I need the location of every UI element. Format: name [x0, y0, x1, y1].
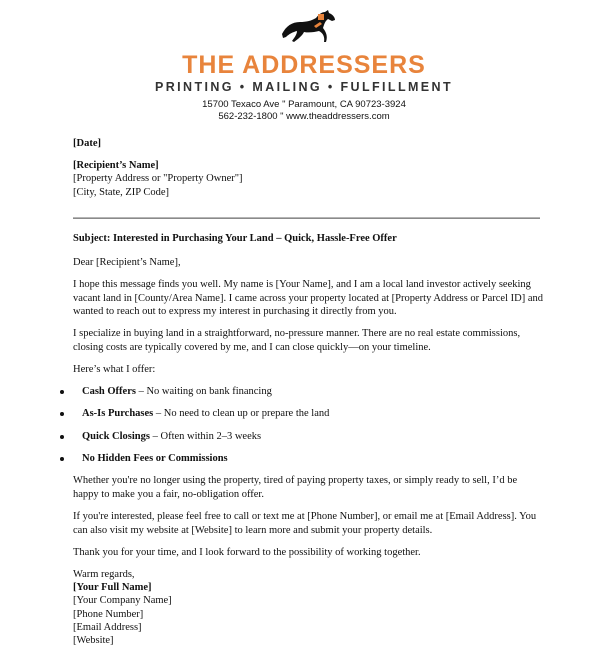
paragraph-intro: [73, 278, 543, 319]
bullet-icon: [60, 457, 64, 461]
divider: [73, 217, 540, 219]
recipient-name: [Recipient’s Name]: [73, 160, 159, 172]
paragraph-thanks-text: Thank you for your time, and I look forward to the possibility of working together.: [73, 547, 421, 558]
brand-name: THE ADDRESSERS: [182, 51, 426, 79]
signature-website: [Website]: [73, 635, 114, 647]
brand-tagline: PRINTING • MAILING • FULFILLMENT: [154, 80, 454, 94]
offer-title: Quick Closings: [82, 431, 150, 442]
greeting-text: Dear [Recipient’s Name],: [73, 257, 181, 268]
offer-intro: [73, 363, 543, 377]
paragraph-thanks: [73, 546, 543, 560]
paragraph-whether-text: Whether you're no longer using the property, tired of paying property taxes, or simply ready to sell, I’d be happy to make you a fair, no-obligation offer.: [73, 475, 518, 500]
horse-logo-icon: [278, 8, 338, 46]
offer-desc: – No need to clean up or prepare the land: [153, 408, 330, 419]
recipient-block: [73, 137, 543, 199]
company-contact: 562-232-1800 ʺ www.theaddressers.com: [218, 111, 390, 122]
signature-email: [Email Address]: [73, 621, 142, 633]
offer-title: As-Is Purchases: [82, 408, 154, 419]
signature-phone: [Phone Number]: [73, 608, 144, 620]
bullet-icon: [60, 390, 64, 394]
bullet-icon: [60, 412, 64, 416]
company-address: 15700 Texaco Ave ʺ Paramount, CA 90723-3924: [202, 99, 406, 110]
date-field: [Date]: [73, 138, 101, 149]
paragraph-intro-text: I hope this message finds you well. My name is [Your Name], and I am a local land investor actively seeking vacant land in [County/Area Name]. I came across your property located at [Property Address or Parcel ID] and wanted to reach out to express my interest in purchasing it directly from you.: [73, 279, 543, 318]
offer-title: Cash Offers: [82, 386, 136, 397]
offer-desc: – No waiting on bank financing: [135, 386, 272, 397]
city-state-zip: [City, State, ZIP Code]: [73, 186, 170, 198]
paragraph-contact: [73, 510, 543, 537]
paragraph-specialize: [73, 327, 543, 354]
greeting: [73, 256, 543, 270]
closing: Warm regards,: [73, 569, 135, 580]
signature-company: [Your Company Name]: [73, 595, 172, 607]
offer-title: No Hidden Fees or Commissions: [82, 453, 228, 464]
property-address: [Property Address or "Property Owner"]: [73, 173, 243, 185]
offer-intro-text: Here’s what I offer:: [73, 364, 156, 375]
signature-block: [73, 568, 543, 647]
paragraph-contact-text: If you're interested, please feel free to call or text me at [Phone Number], or email me at [Email Address]. You can also visit my website at [Website] to learn more and submit your property details.: [73, 511, 537, 536]
paragraph-specialize-text: I specialize in buying land in a straightforward, no-pressure manner. There are no real estate commissions, closing costs are typically covered by me, and I can close quickly—on your timeline.: [73, 328, 521, 353]
offer-desc: – Often within 2–3 weeks: [149, 431, 262, 442]
subject-line: Subject: Interested in Purchasing Your Land – Quick, Hassle-Free Offer: [73, 233, 397, 244]
paragraph-whether: [73, 474, 543, 501]
bullet-icon: [60, 435, 64, 439]
signature-name: [Your Full Name]: [73, 582, 152, 594]
